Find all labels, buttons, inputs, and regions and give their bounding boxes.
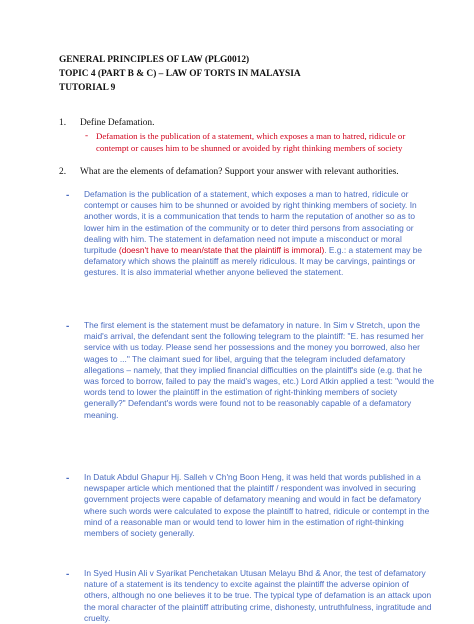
answer-2-bullet-2: - <box>66 321 70 332</box>
answer-2-bullet-3: - <box>66 473 70 484</box>
answer-1-dash: - <box>85 131 89 141</box>
answer-2-paragraph-2: The first element is the statement must be defamatory in nature. In Sim v Stretch, upon the maid's arrival, the defendant sent the following telegram to the plaintiff: "E. has resumed her service with us today. Please send her possessions and the money you borrowed, also her wages to ..." The claimant sued for libel, arguing that the telegram included defamatory allegations – namely, that they implied financial difficulties on the plaintiff's side (e.g. that he was forced to borrow, failed to pay the maid's wages, etc.) Lord Atkin applied a test: "would the words tend to lower the plaintiff in the estimation of right-thinking members of society generally?" Defendant's words were found not to be reasonably capable of a defamatory meaning. <box>84 320 434 420</box>
answer-1-text: Defamation is the publication of a statement, which exposes a man to hatred, ridicule or contempt or causes him to be shunned or avoided by right thinking members of society <box>96 131 406 153</box>
question-2-number: 2. <box>59 167 67 177</box>
paragraph-1-highlight: (doesn't have to mean/state that the plaintiff is immoral) <box>118 245 325 256</box>
answer-2-bullet-1: - <box>66 190 70 201</box>
question-1-number: 1. <box>59 118 67 128</box>
answer-2-paragraph-4: In Syed Husin Ali v Syarikat Penchetakan Utusan Melayu Bhd & Anor, the test of defamatory nature of a statement is its tendency to excite against the plaintiff the adverse opinion of others, although no one believes it to be true. The typical type of defamation is an attack upon the moral character of the plaintiff attributing crime, dishonesty, untruthfulness, ingratitude and cruelty. <box>84 568 432 623</box>
question-1-text: Define Defamation. <box>80 118 155 128</box>
answer-2-bullet-4: - <box>66 569 70 580</box>
topic-title: TOPIC 4 (PART B & C) – LAW OF TORTS IN MALAYSIA <box>59 69 301 79</box>
question-2-text: What are the elements of defamation? Support your answer with relevant authorities. <box>80 167 399 177</box>
course-title: GENERAL PRINCIPLES OF LAW (PLG0012) <box>59 55 250 65</box>
tutorial-title: TUTORIAL 9 <box>59 83 116 93</box>
answer-2-paragraph-3: In Datuk Abdul Ghapur Hj. Salleh v Ch'ng Boon Heng, it was held that words published in a newspaper article which mentioned that the plaintiff / respondent was involved in securing government projects were capable of defamatory meaning and would in fact be defamatory where such words were calculated to expose the plaintiff to hatred, ridicule or contempt in the mind of a reasonable man or would tend to lower him in the estimation of right-thinking members of society generally. <box>84 472 430 539</box>
paragraph-1-text-after: . E.g.: a statement may be defamatory which shows the plaintiff as merely ridiculous. It may be carvings, paintings or gestures. It is also immaterial whether anyone believed the statement. <box>84 245 423 278</box>
paragraph-1-text-before: Defamation is the publication of a statement, which exposes a man to hatred, ridicule or contempt or causes him to be shunned or avoided by right thinking members of society. In another words, it is a communication that tends to harm the reputation of another so as to lower him in the estimation of the community or to deter third persons from associating or dealing with him. The statement in defamation need not impute a misconduct or moral turpitude <box>84 189 417 256</box>
answer-2-paragraph-1 <box>84 189 434 279</box>
